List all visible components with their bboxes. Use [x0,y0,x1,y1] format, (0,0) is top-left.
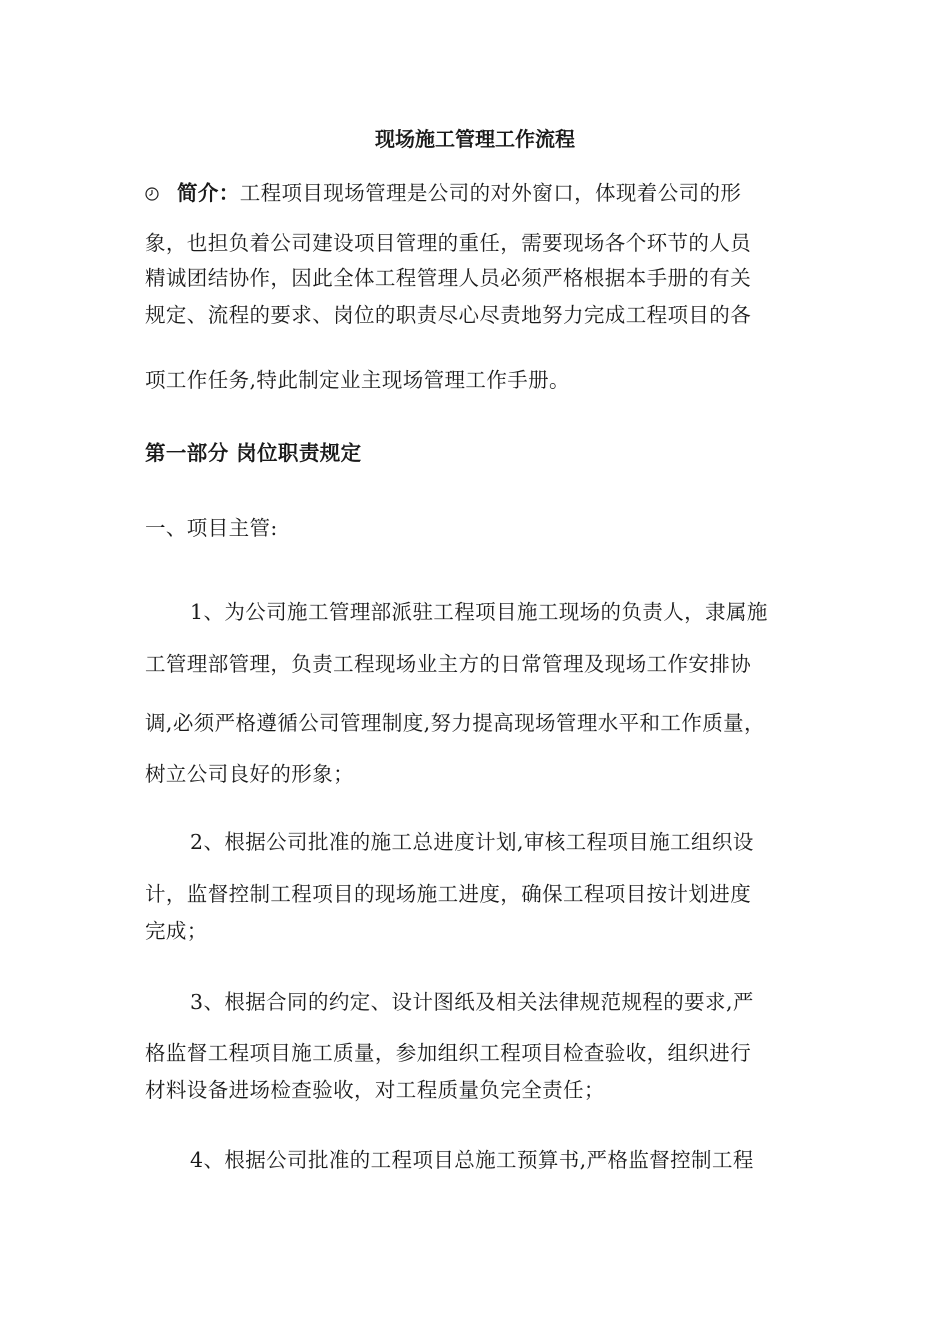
intro-line-2: 象，也担负着公司建设项目管理的重任，需要现场各个环节的人员 [145,231,752,255]
intro-line-3: 精诚团结协作，因此全体工程管理人员必须严格根据本手册的有关 [145,266,752,290]
item-1-line-1: 1、为公司施工管理部派驻工程项目施工现场的负责人，隶属施 [190,600,768,624]
item-3-line-1: 3、根据合同的约定、设计图纸及相关法律规范规程的要求,严 [190,990,754,1014]
item-1-line-3: 调,必须严格遵循公司管理制度,努力提高现场管理水平和工作质量， [145,711,765,735]
intro-line-1 [145,180,741,206]
item-3-line-3: 材料设备进场检查验收，对工程质量负完全责任； [145,1078,605,1102]
intro-text: 工程项目现场管理是公司的对外窗口，体现着公司的形 [239,181,742,205]
item-3-line-2: 格监督工程项目施工质量，参加组织工程项目检查验收，组织进行 [145,1041,752,1065]
item-2-line-1: 2、根据公司批准的施工总进度计划,审核工程项目施工组织设 [190,830,754,854]
intro-line-4: 规定、流程的要求、岗位的职责尽心尽责地努力完成工程项目的各 [145,303,752,327]
clock-icon [145,187,159,201]
document-title: 现场施工管理工作流程 [375,127,575,151]
part-heading: 第一部分 岗位职责规定 [145,441,362,465]
intro-label: 简介： [177,181,240,205]
intro-line-5: 项工作任务,特此制定业主现场管理工作手册。 [145,368,570,392]
item-1-line-2: 工管理部管理，负责工程现场业主方的日常管理及现场工作安排协 [145,652,752,676]
item-1-line-4: 树立公司良好的形象； [145,762,354,786]
item-2-line-2: 计，监督控制工程项目的现场施工进度，确保工程项目按计划进度 [145,882,752,906]
subsection-heading: 一、项目主管: [145,516,278,540]
item-4-line-1: 4、根据公司批准的工程项目总施工预算书,严格监督控制工程 [190,1148,754,1172]
item-2-line-3: 完成； [145,919,208,943]
